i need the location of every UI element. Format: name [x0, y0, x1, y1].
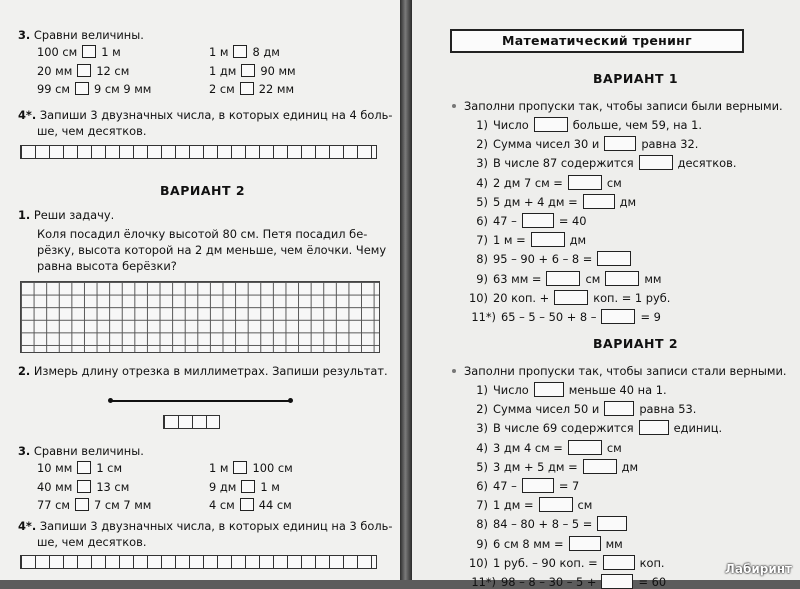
- answer-box[interactable]: [569, 536, 601, 551]
- item-text-after: больше, чем 59, на 1.: [572, 118, 702, 132]
- item-number: 6): [476, 479, 488, 493]
- item-number: 11*): [471, 310, 496, 324]
- answer-box[interactable]: [604, 136, 636, 151]
- exercise-item: [462, 536, 623, 551]
- item-text-after: см: [585, 271, 601, 286]
- compare-right-value: 1 м: [260, 479, 280, 494]
- item-number: 8): [476, 517, 488, 532]
- item-text-after: см: [606, 175, 622, 190]
- item-text: Число: [493, 383, 529, 397]
- compare-right-value: 22 мм: [258, 82, 295, 96]
- solution-grid[interactable]: [20, 281, 380, 353]
- item-number: 8): [476, 252, 488, 267]
- item-number: 1): [476, 383, 488, 397]
- exercise-item: [462, 271, 662, 286]
- compare-right-value: 7 см 7 мм: [93, 498, 152, 512]
- compare-sign-box[interactable]: [240, 82, 254, 95]
- item-number: 5): [476, 194, 488, 209]
- item-text: 65 – 5 – 50 + 8 –: [501, 310, 597, 324]
- book-spine: [400, 0, 412, 580]
- item-text: 98 – 8 – 30 – 5 +: [501, 575, 597, 589]
- compare-item: [37, 461, 122, 474]
- answer-box[interactable]: [534, 117, 568, 132]
- answer-box[interactable]: [601, 574, 633, 589]
- answer-box[interactable]: [601, 309, 635, 324]
- bullet-icon: [452, 369, 456, 373]
- item-number: 7): [476, 233, 488, 248]
- item-number: 10): [469, 290, 488, 305]
- variant2-heading: ВАРИАНТ 2: [160, 183, 246, 198]
- item-number: 11*): [471, 575, 496, 589]
- exercise-item: [462, 401, 696, 416]
- compare-item: [209, 82, 294, 95]
- compare-left-value: 1 дм: [209, 63, 237, 78]
- item-number: 9): [476, 271, 488, 286]
- compare-left-value: 100 см: [37, 45, 78, 59]
- exercise-item: [462, 555, 665, 570]
- compare-sign-box[interactable]: [233, 461, 247, 474]
- item-text-after: равна 32.: [641, 137, 699, 152]
- item-text: 3 дм + 5 дм =: [493, 459, 578, 474]
- compare-item: [37, 82, 151, 95]
- answer-box[interactable]: [597, 251, 631, 266]
- compare-item: [209, 45, 280, 58]
- answer-box[interactable]: [522, 478, 554, 493]
- item-text-after: = 60: [638, 575, 667, 589]
- item-number: 5): [476, 459, 488, 474]
- item-text-after: дм: [621, 459, 639, 474]
- variant1-heading: ВАРИАНТ 1: [593, 71, 679, 86]
- compare-item: [37, 480, 129, 493]
- compare-sign-box[interactable]: [82, 45, 96, 58]
- exercise-item: [462, 175, 622, 190]
- compare-right-value: 1 м: [101, 45, 121, 59]
- item-text-after: единиц.: [673, 421, 723, 436]
- measure-segment: [110, 400, 290, 402]
- segment-end-point: [288, 398, 293, 403]
- exercise-item: [462, 420, 722, 435]
- answer-box[interactable]: [554, 290, 588, 305]
- compare-item: [209, 498, 292, 511]
- item-text: Сумма чисел 50 и: [493, 402, 600, 417]
- compare-left-value: 20 мм: [37, 63, 73, 78]
- variant2-intro: Заполни пропуски так, чтобы записи стали верными.: [452, 366, 787, 377]
- compare-item: [209, 480, 280, 493]
- item-text-after: = 7: [558, 479, 580, 493]
- item-text-after: см: [577, 498, 593, 513]
- exercise-item: [462, 251, 636, 266]
- exercise-item: [462, 382, 667, 397]
- exercise-item: [462, 497, 592, 512]
- compare-left-value: 1 м: [209, 45, 229, 59]
- item-text: 20 коп. +: [493, 290, 550, 305]
- labirint-watermark: Лабиринт: [724, 562, 792, 576]
- task3a-heading: 3. Сравни величины.: [18, 28, 144, 42]
- exercise-item: [462, 574, 666, 589]
- exercise-item: [462, 194, 636, 209]
- item-text-after: коп.: [639, 555, 665, 570]
- answer-box[interactable]: [539, 497, 573, 512]
- compare-sign-box[interactable]: [240, 498, 254, 511]
- compare-item: [37, 64, 129, 77]
- task4a-line2: ше, чем десятков.: [37, 124, 147, 138]
- compare-item: [209, 461, 293, 474]
- answer-box[interactable]: [546, 271, 580, 286]
- item-number: 4): [476, 175, 488, 190]
- item-unit: мм: [644, 271, 662, 286]
- compare-sign-box[interactable]: [241, 64, 255, 77]
- answer-box-2[interactable]: [605, 271, 639, 286]
- exercise-item: [462, 516, 632, 531]
- answer-box[interactable]: [639, 420, 669, 435]
- item-text-after: дм: [569, 233, 587, 248]
- item-number: 6): [476, 214, 488, 228]
- variant1-intro: Заполни пропуски так, чтобы записи были верными.: [452, 101, 783, 112]
- left-page: [0, 0, 400, 580]
- item-text: 63 мм =: [493, 271, 542, 286]
- exercise-item: [462, 290, 670, 305]
- item-text: В числе 87 содержится: [493, 156, 634, 171]
- exercise-item: [462, 213, 586, 228]
- answer-cells-4a[interactable]: [20, 145, 377, 159]
- compare-right-value: 90 мм: [260, 63, 296, 78]
- item-text: 95 – 90 + 6 – 8 =: [493, 252, 593, 267]
- compare-right-value: 8 дм: [252, 45, 280, 59]
- compare-left-value: 99 см: [37, 82, 70, 96]
- item-text: Число: [493, 118, 529, 132]
- item-text: 1 руб. – 90 коп. =: [493, 555, 598, 570]
- item-number: 1): [476, 118, 488, 132]
- item-text: В числе 69 содержится: [493, 421, 634, 436]
- item-text: 1 дм =: [493, 498, 534, 513]
- task1-heading: 1. Реши задачу.: [18, 208, 115, 222]
- item-number: 4): [476, 440, 488, 455]
- compare-sign-box[interactable]: [233, 45, 247, 58]
- task2-text: 2. Измерь длину отрезка в миллиметрах. Запиши результат.: [18, 364, 388, 378]
- compare-left-value: 10 мм: [37, 461, 73, 475]
- item-text-after: дм: [619, 194, 637, 209]
- bullet-icon: [452, 104, 456, 108]
- exercise-item: [462, 155, 736, 170]
- item-number: 3): [476, 156, 488, 171]
- answer-box[interactable]: [639, 155, 673, 170]
- compare-sign-box[interactable]: [77, 461, 91, 474]
- compare-sign-box[interactable]: [77, 64, 91, 77]
- task1-line1: Коля посадил ёлочку высотой 80 см. Петя посадил бе-: [37, 227, 368, 241]
- task1-line3: равна высота берёзки?: [37, 259, 177, 273]
- exercise-item: [462, 309, 661, 324]
- item-text: 47 –: [493, 479, 517, 493]
- right-page: [412, 0, 800, 589]
- answer-box[interactable]: [522, 213, 554, 228]
- exercise-item: [462, 459, 638, 474]
- item-text-after: десятков.: [677, 156, 737, 171]
- compare-right-value: 9 см 9 мм: [93, 82, 152, 96]
- exercise-item: [462, 232, 586, 247]
- compare-left-value: 1 м: [209, 461, 229, 475]
- item-number: 2): [476, 137, 488, 152]
- exercise-item: [462, 478, 579, 493]
- answer-box[interactable]: [603, 555, 635, 570]
- exercise-item: [462, 440, 622, 455]
- item-number: 9): [476, 536, 488, 551]
- item-text: 3 дм 4 см =: [493, 440, 563, 455]
- answer-box[interactable]: [531, 232, 565, 247]
- exercise-item: [462, 136, 698, 151]
- compare-left-value: 77 см: [37, 498, 70, 512]
- compare-right-value: 13 см: [96, 479, 130, 494]
- task4b-line2: ше, чем десятков.: [37, 535, 147, 549]
- item-text-after: см: [606, 440, 622, 455]
- answer-box[interactable]: [583, 459, 617, 474]
- compare-item: [209, 64, 296, 77]
- answer-cells-2[interactable]: [163, 415, 220, 429]
- item-number: 7): [476, 498, 488, 513]
- compare-sign-box[interactable]: [75, 82, 89, 95]
- answer-box[interactable]: [583, 194, 615, 209]
- item-text-after: = 9: [640, 310, 661, 324]
- item-text: 84 – 80 + 8 – 5 =: [493, 517, 593, 532]
- item-text: 5 дм + 4 дм =: [493, 194, 578, 209]
- answer-box[interactable]: [597, 516, 627, 531]
- compare-sign-box[interactable]: [241, 480, 255, 493]
- answer-box[interactable]: [568, 440, 602, 455]
- answer-cells-4b[interactable]: [20, 555, 377, 569]
- answer-box[interactable]: [604, 401, 634, 416]
- compare-left-value: 9 дм: [209, 479, 237, 494]
- item-text: 2 дм 7 см =: [493, 175, 563, 190]
- item-number: 10): [469, 555, 488, 570]
- item-text-after: = 40: [558, 214, 587, 228]
- item-text: 1 м =: [493, 233, 526, 248]
- compare-left-value: 4 см: [209, 498, 235, 512]
- item-number: 3): [476, 421, 488, 436]
- compare-item: [37, 498, 151, 511]
- compare-sign-box[interactable]: [75, 498, 89, 511]
- task4a-line1: 4*. Запиши 3 двузначных числа, в которых единиц на 4 боль-: [18, 108, 393, 122]
- item-text-after: мм: [605, 536, 623, 551]
- task1-line2: рёзку, высота которой на 2 дм меньше, чем ёлочки. Чему: [37, 243, 387, 257]
- compare-sign-box[interactable]: [77, 480, 91, 493]
- compare-left-value: 40 мм: [37, 479, 73, 494]
- variant2-heading-right: ВАРИАНТ 2: [593, 336, 679, 351]
- compare-right-value: 44 см: [258, 498, 292, 512]
- compare-left-value: 2 см: [209, 82, 235, 96]
- item-text-after: меньше 40 на 1.: [568, 383, 667, 397]
- exercise-item: [462, 117, 702, 132]
- item-text-after: равна 53.: [639, 402, 697, 417]
- compare-right-value: 100 см: [252, 461, 293, 475]
- compare-right-value: 12 см: [96, 63, 130, 78]
- compare-right-value: 1 см: [96, 461, 123, 475]
- item-text: 47 –: [493, 214, 517, 228]
- item-number: 2): [476, 402, 488, 417]
- item-text: 6 см 8 мм =: [493, 536, 564, 551]
- answer-box[interactable]: [568, 175, 602, 190]
- item-text-after: коп. = 1 руб.: [593, 290, 671, 305]
- answer-box[interactable]: [534, 382, 564, 397]
- page-title: Математический тренинг: [450, 29, 744, 53]
- task3b-heading: 3. Сравни величины.: [18, 444, 144, 458]
- compare-item: [37, 45, 121, 58]
- item-text: Сумма чисел 30 и: [493, 137, 600, 152]
- task4b-line1: 4*. Запиши 3 двузначных числа, в которых единиц на 3 боль-: [18, 519, 393, 533]
